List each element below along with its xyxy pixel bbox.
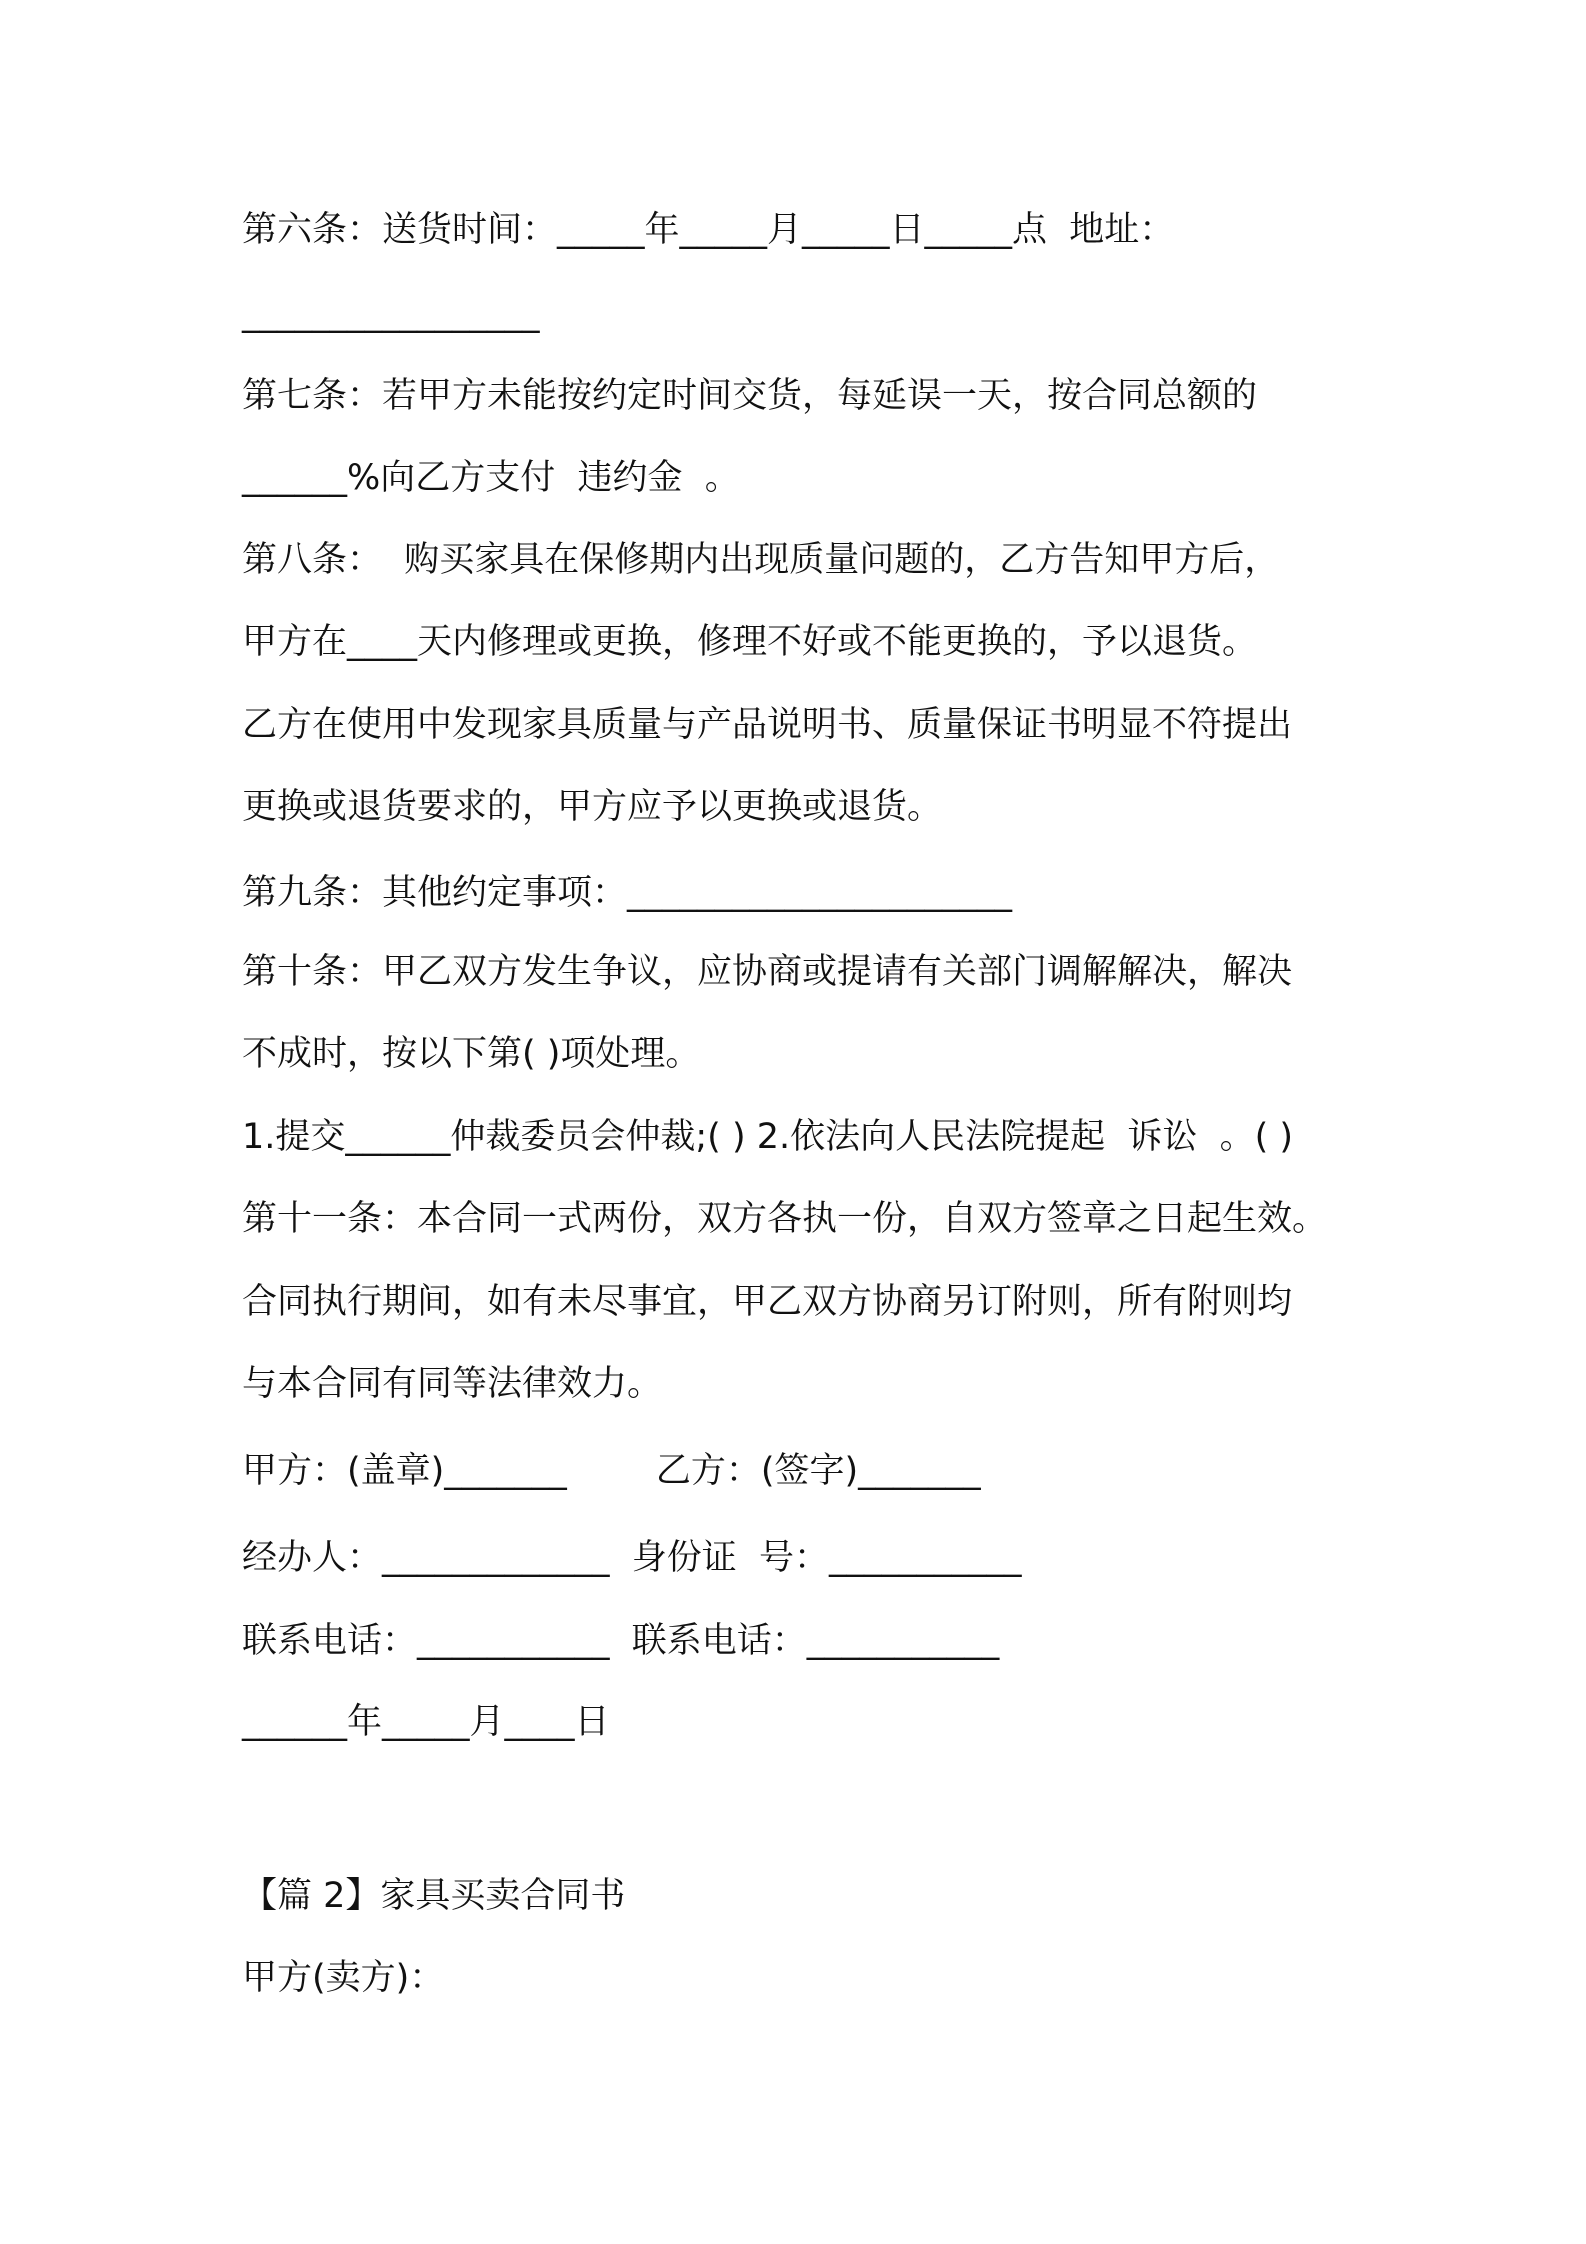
- article-10-line-1: 第十条：甲乙双方发生争议，应协商或提请有关部门调解解决，解决: [242, 952, 1293, 992]
- dispute-options-line: 1.提交______仲裁委员会仲裁;( ) 2.依法向人民法院提起 诉讼 。( ): [242, 1117, 1294, 1157]
- article-10-line-2: 不成时，按以下第( )项处理。: [242, 1034, 701, 1074]
- article-6-delivery-line: 第六条：送货时间：_____年_____月_____日_____点 地址：: [242, 210, 1175, 250]
- article-7-line-1: 第七条：若甲方未能按约定时间交货，每延误一天，按合同总额的: [242, 376, 1258, 416]
- address-blank-line: _________________: [242, 294, 540, 334]
- article-9-line: 第九条：其他约定事项：______________________: [242, 873, 1013, 913]
- article-11-line-2: 合同执行期间，如有未尽事宜，甲乙双方协商另订附则，所有附则均: [242, 1282, 1293, 1322]
- party-a-seller-line: 甲方(卖方)：: [242, 1958, 445, 1998]
- article-8-line-4: 更换或退货要求的，甲方应予以更换或退货。: [242, 787, 943, 827]
- article-11-line-1: 第十一条：本合同一式两份，双方各执一份，自双方签章之日起生效。: [242, 1199, 1328, 1239]
- date-line: ______年_____月____日: [242, 1702, 610, 1742]
- article-7-line-2: ______%向乙方支付 违约金 。: [242, 458, 740, 498]
- agent-id-line: 经办人：_____________ 身份证 号：___________: [242, 1538, 1022, 1578]
- section-2-heading: 【篇 2】家具买卖合同书: [242, 1876, 626, 1916]
- article-11-line-3: 与本合同有同等法律效力。: [242, 1364, 663, 1404]
- article-8-line-1: 第八条： 购买家具在保修期内出现质量问题的，乙方告知甲方后，: [242, 540, 1280, 580]
- article-8-line-2: 甲方在____天内修理或更换，修理不好或不能更换的，予以退货。: [242, 622, 1258, 662]
- signature-line: 甲方：(盖章)_______ 乙方：(签字)_______: [242, 1451, 981, 1491]
- article-8-line-3: 乙方在使用中发现家具质量与产品说明书、质量保证书明显不符提出: [242, 705, 1293, 745]
- phone-line: 联系电话：___________ 联系电话：___________: [242, 1621, 1000, 1661]
